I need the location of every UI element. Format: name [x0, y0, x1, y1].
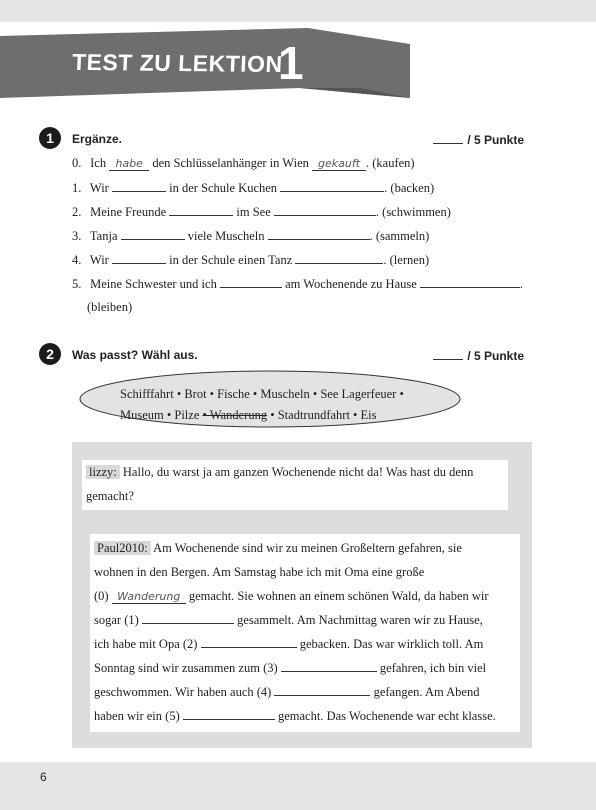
score-blank[interactable]: [433, 132, 463, 144]
answer-blank[interactable]: [169, 204, 233, 216]
section-1-title: Ergänze.: [72, 132, 123, 146]
section-1-points: / 5 Punkte: [433, 132, 524, 147]
answer-blank[interactable]: [112, 180, 166, 192]
exercise-line-5-verb: (bleiben): [87, 300, 133, 314]
answer-blank[interactable]: [274, 204, 376, 216]
answer-blank[interactable]: [268, 228, 370, 240]
footer-band: [0, 762, 596, 810]
answer-blank[interactable]: [295, 252, 383, 264]
word-list-line-2: Museum • Pilze • Wanderung • Stadtrundfahrt • Eis: [120, 408, 377, 422]
exercise-line-0: 0. Ich habe den Schlüsselanhänger in Wien gekauft . (kaufen): [72, 156, 415, 170]
answer-blank[interactable]: [201, 636, 297, 648]
answer-blank[interactable]: [281, 660, 377, 672]
section-1-badge: 1: [39, 127, 61, 149]
answer-blank[interactable]: [420, 276, 520, 288]
answer-blank[interactable]: [220, 276, 282, 288]
exercise-line-3: 3. Tanja viele Muscheln . (sammeln): [72, 229, 430, 243]
section-2-badge: 2: [39, 343, 61, 365]
chat-message-paul: Paul2010: Am Wochenende sind wir zu meinen Großeltern gefahren, sie wohnen in den Bergen. Am Samstag habe ich mit Oma eine große (0) Wanderung gemacht. Sie wohnen an einem schönen Wald, da haben wir sogar (1) gesammelt. Am Nachmittag waren wir zu Hause, ich habe mit Opa (2) gebacken. Das war wirklich toll. Am Sonntag sind wir zusammen zum (3) gefahren, ich bin viel geschwommen. Wir haben auch (4) gefangen. Am Abend haben wir ein (5) gemacht. Das Wochenende war echt klasse.: [90, 534, 520, 732]
username: Paul2010:: [94, 541, 151, 555]
answer-blank[interactable]: [274, 684, 370, 696]
word-list-line-1: Schifffahrt • Brot • Fische • Muscheln • See Lagerfeuer •: [120, 387, 404, 401]
banner-title: TEST ZU LEKTION: [71, 48, 284, 78]
chat-message-lizzy: lizzy: Hallo, du warst ja am ganzen Wochenende nicht da! Was hast du denn gemacht?: [82, 460, 508, 510]
answer-blank[interactable]: [112, 252, 166, 264]
section-2-title: Was passt? Wähl aus.: [72, 348, 198, 362]
exercise-line-4: 4. Wir in der Schule einen Tanz . (lernen): [72, 253, 430, 267]
username: lizzy:: [86, 465, 120, 479]
answer-blank: habe: [109, 158, 149, 171]
answer-blank[interactable]: [121, 228, 185, 240]
answer-blank: gekauft: [312, 158, 366, 171]
exercise-line-5: 5. Meine Schwester und ich am Wochenende zu Hause .: [72, 277, 524, 291]
exercise-line-1: 1. Wir in der Schule Kuchen . (backen): [72, 181, 435, 195]
score-blank[interactable]: [433, 348, 463, 360]
used-word: • Wanderung: [202, 408, 268, 422]
lesson-number: 1: [278, 37, 304, 89]
section-2-points: / 5 Punkte: [433, 348, 524, 363]
answer-blank: Wanderung: [112, 591, 186, 604]
exercise-line-2: 2. Meine Freunde im See . (schwimmen): [72, 205, 451, 219]
page-number: 6: [40, 770, 47, 784]
answer-blank[interactable]: [142, 612, 234, 624]
answer-blank[interactable]: [280, 180, 384, 192]
answer-blank[interactable]: [183, 708, 275, 720]
